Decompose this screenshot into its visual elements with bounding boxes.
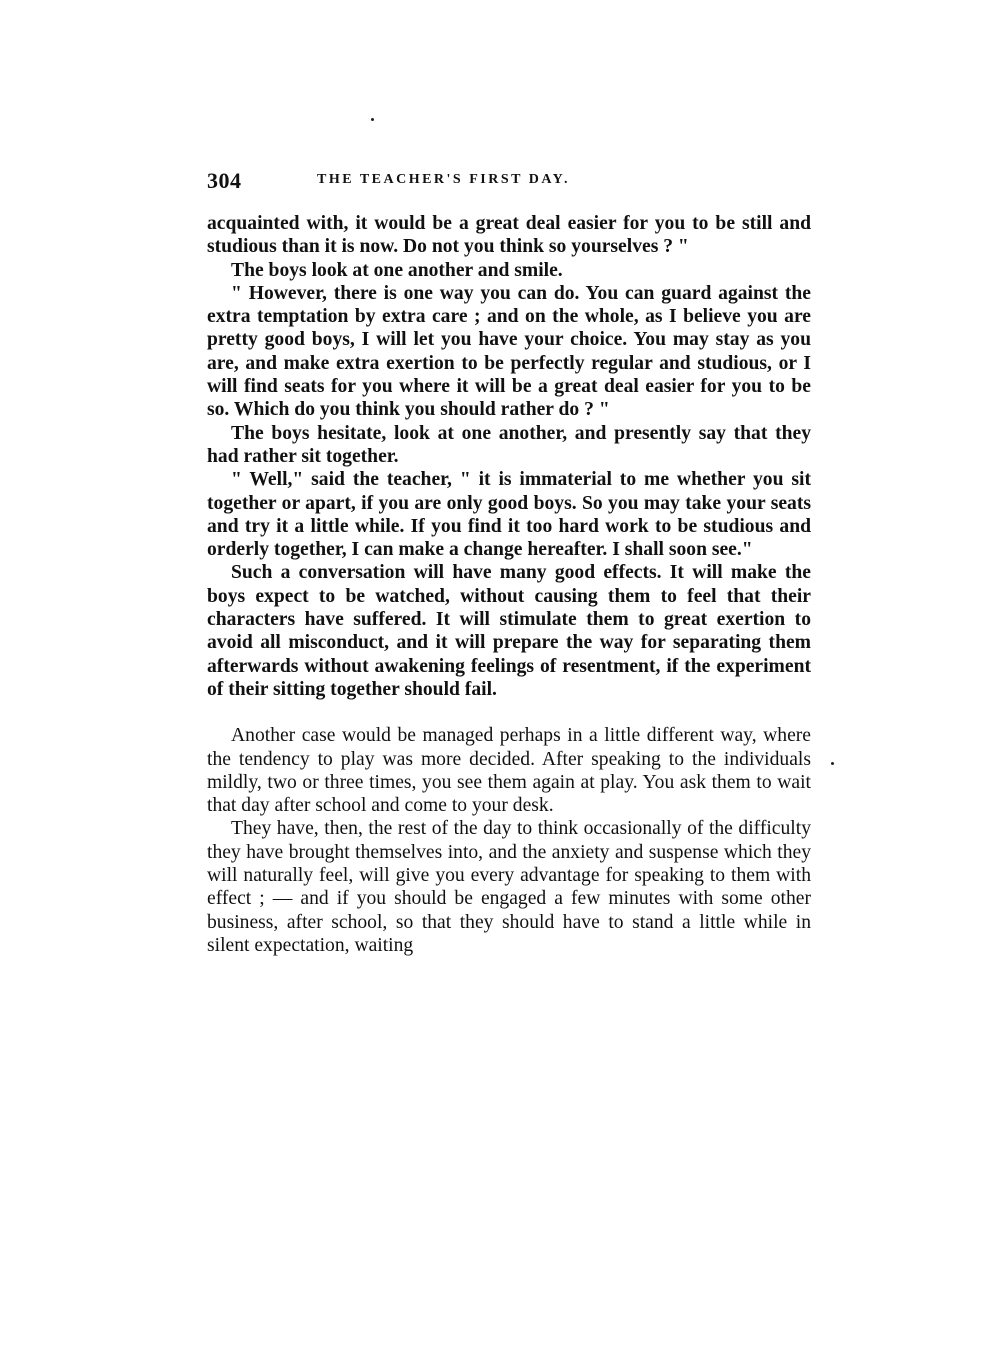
paragraph: " However, there is one way you can do. You can guard against the extra temptation by extra care ; and on the whole, as I believe you are pretty good boys, I will let you have your choice. You may stay as you are, and make extra exertion to be perfectly regular and studious, or I will find seats for you where it will be a great deal easier for you to be so. Which do you think you should rather do ? " [207,282,811,421]
section-gap [207,701,811,724]
page-header [207,168,811,198]
page-number: 304 [207,168,242,193]
body-text [207,212,811,957]
paragraph: The boys hesitate, look at one another, and presently say that they had rather sit together. [207,422,811,467]
paragraph: Another case would be managed perhaps in a little different way, where the tendency to play was more decided. After speaking to the individuals mildly, two or three times, you see them again at play. You ask them to wait that day after school and come to your desk. [207,725,811,817]
book-page [207,168,811,957]
ink-speck [371,118,374,121]
paragraph: acquainted with, it would be a great deal easier for you to be still and studious than it is now. Do not you think so yourselves ? " [207,213,811,258]
bold-text-block [207,212,811,701]
paragraph: They have, then, the rest of the day to think occasionally of the difficulty they have brought themselves into, and the anxiety and suspense which they will naturally feel, will give you every advantage for speaking to them with effect ; — and if you should be engaged a few minutes with some other business, after school, so that they should have to stand a little while in silent expectation, waiting [207,818,811,956]
paragraph: Such a conversation will have many good effects. It will make the boys expect to be watched, without causing them to feel that their characters have suffered. It will stimulate them to great exertion to avoid all misconduct, and it will prepare the way for separating them afterwards without awakening feelings of resentment, if the experiment of their sitting together should fail. [207,562,811,700]
running-head: THE TEACHER'S FIRST DAY. [317,172,570,187]
paragraph: The boys look at one another and smile. [231,259,563,281]
paragraph: " Well," said the teacher, " it is immaterial to me whether you sit together or apart, if you are only good boys. So you may take your seats and try it a little while. If you find it too hard work to be studious and orderly together, I can make a change hereafter. I shall soon see." [207,469,811,561]
ink-speck [831,762,834,765]
regular-text-block [207,724,811,957]
